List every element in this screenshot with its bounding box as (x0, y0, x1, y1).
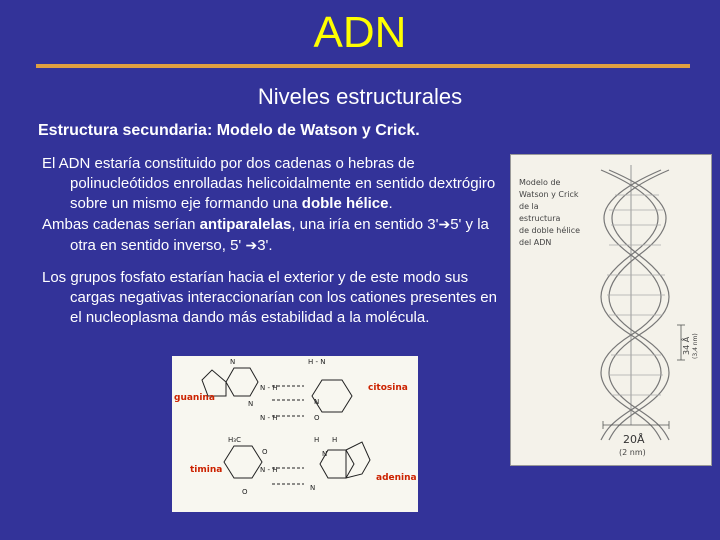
paragraph-text: Los grupos fosfato estarían hacia el exterior y de este modo sus cargas negativas interaccionarían con los cationes presentes en el nucleoplasma dando más estabilidad a la molécula. (42, 269, 497, 326)
bond-lines (202, 368, 370, 484)
text-run: El ADN estaría constituido por dos cadenas o hebras de polinucleótidos enrolladas helicoidalmente en sentido dextrógiro sobre un mismo eje formando una (42, 155, 496, 212)
section-heading: Estructura secundaria: Modelo de Watson y Crick. (38, 122, 420, 139)
helix-strands (601, 165, 669, 440)
paragraph-double-helix (42, 154, 502, 256)
text-run: 3'. (257, 237, 273, 254)
atom-label: H (314, 436, 320, 444)
atom-label: O (242, 488, 248, 496)
atom-label: N - H (260, 414, 278, 422)
label-adenina: adenina (376, 473, 417, 483)
arrow-right-icon: ➔ (438, 216, 451, 232)
atom-label: H (332, 436, 338, 444)
text-run: , una iría en sentido 3' (291, 216, 439, 233)
slide-title: ADN (313, 8, 407, 57)
atom-label: N (248, 400, 254, 408)
helix-caption-line: de la (519, 202, 539, 211)
atom-label: O (314, 414, 320, 422)
label-guanina: guanina (174, 393, 215, 403)
paragraph-line-2 (42, 214, 502, 256)
emphasis-antiparalelas: antiparalelas (199, 216, 292, 233)
helix-caption-line: Watson y Crick (519, 190, 579, 199)
atom-label: N (230, 358, 236, 366)
helix-caption-line: Modelo de (519, 178, 561, 187)
text-run: 5' y la otra en sentido inverso, 5' (70, 216, 489, 254)
label-timina: timina (190, 465, 223, 475)
paragraph-phosphate (42, 268, 502, 328)
text-run: Ambas cadenas serían (42, 216, 200, 233)
atom-label: N (322, 450, 328, 458)
atom-label: H - N (308, 358, 326, 366)
emphasis-doble-helice: doble hélice (301, 195, 389, 212)
atom-label: N - H (260, 384, 278, 392)
helix-caption-line: de doble hélice (519, 226, 581, 235)
double-helix-drawing (511, 155, 711, 465)
atom-label: N (314, 398, 320, 406)
title-divider (36, 64, 690, 68)
double-helix-figure (510, 154, 712, 466)
helix-caption-line: del ADN (519, 238, 552, 247)
paragraph-line-1 (42, 154, 502, 214)
helix-caption-line: estructura (519, 214, 561, 223)
base-pairs-drawing (172, 356, 418, 512)
text-run: . (388, 195, 393, 212)
label-citosina: citosina (368, 383, 408, 393)
width-sublabel: (2 nm) (619, 448, 646, 457)
pitch-label: 34 Å (682, 336, 691, 355)
slide-subtitle: Niveles estructurales (257, 84, 463, 109)
width-label: 20Å (623, 433, 645, 446)
arrow-right-icon: ➔ (245, 237, 258, 253)
pitch-sublabel: (3,4 nm) (692, 333, 699, 359)
atom-label: H₃C (228, 436, 241, 444)
atom-label: O (262, 448, 268, 456)
atom-label: N (310, 484, 316, 492)
base-pairs-figure (172, 356, 418, 512)
atom-label: N - H (260, 466, 278, 474)
